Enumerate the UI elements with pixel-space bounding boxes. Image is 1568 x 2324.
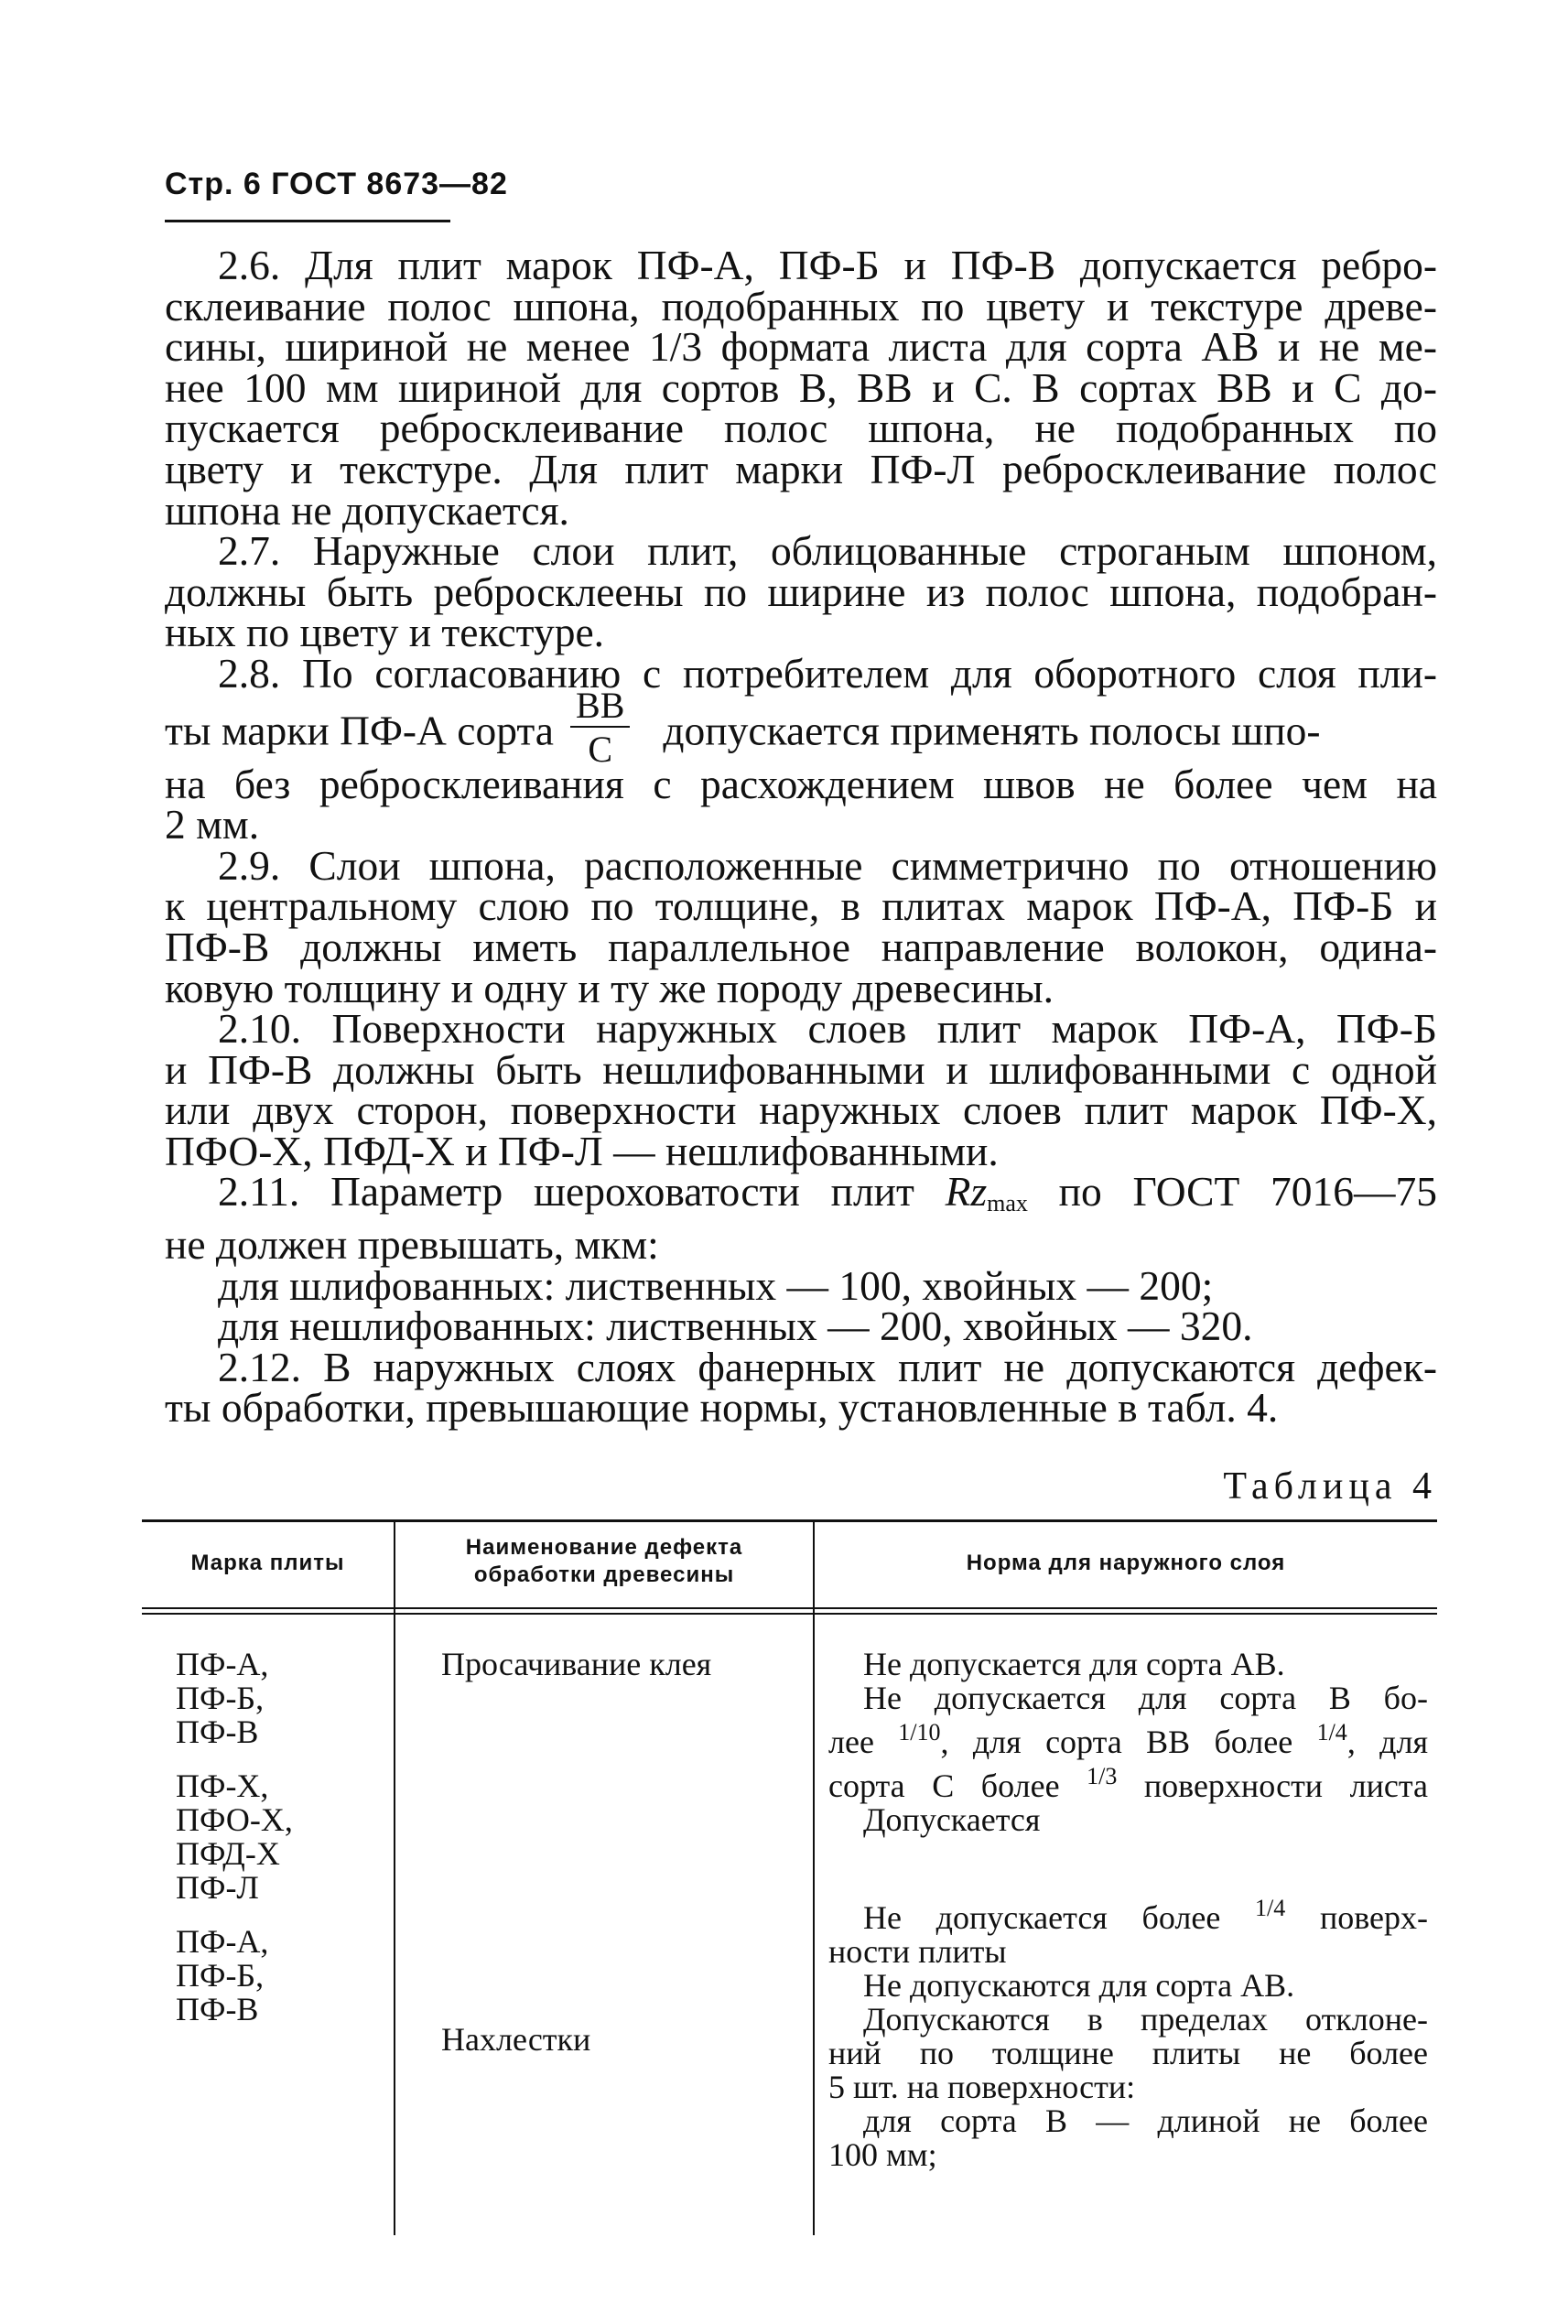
text-line: 2.6. Для плит марок ПФ-А, ПФ-Б и ПФ-В допускается ребро- (218, 242, 1437, 288)
text-line: не должен превышать, мкм: (165, 1221, 659, 1269)
text-line-with-fraction: ты марки ПФ-А сорта $\frac{ВВ}{С}$ допускается применять полосы шпо- (165, 684, 1321, 770)
text-line: 2.7. Наружные слои плит, облицованные строганым шпоном, (218, 527, 1437, 575)
text-line: ных по цвету и текстуре. (165, 609, 605, 656)
text-line: 2.12. В наружных слоях фанерных плит не допускаются дефек- (218, 1343, 1437, 1390)
table-cell-defect-glue: Просачивание клея (441, 1646, 712, 1682)
text-line: или двух сторон, поверхности наружных слоев плит марок ПФ-Х, (165, 1086, 1437, 1134)
rz-symbol: Rz (945, 1168, 988, 1216)
brand-item: ПФ-Л (176, 1869, 259, 1906)
paragraph-2-11: 2.11. Параметр шероховатости плит $Rz_{max}$ по ГОСТ 7016—75 не должен превышать, мкм: для шлифованных: лиственных — 100, хвойных — 200; для нешлифованных: лиственных — 200, хвойных — 320. (165, 1168, 1438, 1350)
paragraph-2-12 (165, 1343, 1437, 1432)
table-cell-defect-overlaps: Нахлестки (441, 2021, 591, 2058)
page-header: Стр. 6 ГОСТ 8673—82 (165, 167, 508, 201)
text-line: ПФ-В должны иметь параллельное направление волокон, одина- (165, 923, 1437, 970)
text-line: для шлифованных: лиственных — 100, хвойных — 200; (218, 1261, 1214, 1309)
table-top-rule (142, 1519, 1437, 1522)
fraction-inline: 1/3 (648, 323, 703, 371)
header-rule (165, 220, 450, 222)
brand-item: ПФ-А, (176, 1923, 269, 1960)
text-line: для нешлифованных: лиственных — 200, хвойных — 320. (218, 1303, 1253, 1350)
text-line: нее 100 мм шириной для сортов В, ВВ и С. В сортах ВВ и С до- (165, 363, 1437, 411)
table-header-norm: Норма для наружного слоя (966, 1551, 1286, 1575)
text-line: 2.8. По согласованию с потребителем для оборотного слоя пли- (218, 649, 1437, 697)
brand-item: ПФО-Х, (176, 1801, 293, 1838)
brand-item: ПФ-Б, (176, 1957, 265, 1994)
paragraph-2-9 (165, 841, 1437, 1011)
table-caption: Таблица 4 (1223, 1465, 1437, 1508)
text-line: ты обработки, превышающие нормы, установленные в табл. 4. (165, 1384, 1279, 1432)
table-header-rule-2 (142, 1613, 1437, 1615)
table-header-defect: Наименование дефекта обработки древесины (465, 1535, 743, 1587)
table-column-divider (813, 1521, 815, 2235)
text-line: и ПФ-В должны быть нешлифованными и шлифованными с одной (165, 1045, 1437, 1093)
paragraph-2-8 (165, 649, 1437, 849)
text-line: на без ребросклеивания с расхождением швов не более чем на (165, 760, 1437, 807)
text-line: 2 мм. (165, 801, 260, 849)
table-cell-norms: Не допускается для сорта АВ. Не допускается для сорта В бо- лее $^{1/10}$, для сорта ВВ более $^{1/4}$, для сорта С более $^{1/3}$ поверхности листа Допускается Не допускается более $^{1/4}$ поверх- ности плиты Не допускаются для сорта АВ. Допускаются в пределах отклоне- ний по толщине плиты не более 5 шт. на поверхности: для сорта В — длиной не более 100 мм; (828, 1646, 1429, 2173)
table-header-brand: Марка плиты (190, 1551, 345, 1575)
brand-item: ПФД-Х (176, 1835, 280, 1872)
brand-item: ПФ-Х, (176, 1767, 269, 1804)
fraction-bb-c: $\frac{ВВ}{С}$ (570, 687, 630, 768)
text-line: шпона не допускается. (165, 486, 569, 534)
table-cell-brands (176, 1648, 377, 2027)
text-line: должны быть ребросклеены по ширине из полос шпона, подобран- (165, 567, 1437, 615)
text-line: ПФО-Х, ПФД-Х и ПФ-Л — нешлифованными. (165, 1127, 999, 1174)
brand-item: ПФ-А, (176, 1646, 269, 1682)
text-line: к центральному слою по толщине, в плитах марок ПФ-А, ПФ-Б и (165, 882, 1437, 930)
brand-item: ПФ-В (176, 1991, 259, 2027)
text-line: 2.9. Слои шпона, расположенные симметрично по отношению (218, 841, 1437, 889)
body-text (165, 242, 1438, 1432)
text-line: 2.10. Поверхности наружных слоев плит марок ПФ-А, ПФ-Б (218, 1005, 1437, 1053)
paragraph-2-10 (165, 1005, 1437, 1174)
paragraph-2-7 (165, 527, 1437, 656)
text-line: пускается ребросклеивание полос шпона, не подобранных по (165, 405, 1437, 452)
text-line: склеивание полос шпона, подобранных по цвету и текстуре древе- (165, 282, 1437, 330)
text-line: сины, шириной не менее 1/3 формата листа для сорта АВ и не ме- (165, 323, 1437, 371)
paragraph-2-6 (165, 242, 1437, 534)
brand-item: ПФ-Б, (176, 1680, 265, 1716)
text-line: цвету и текстуре. Для плит марки ПФ-Л ребросклеивание полос (165, 445, 1437, 492)
brand-item: ПФ-В (176, 1713, 259, 1750)
text-line: ковую толщину и одну и ту же породу древесины. (165, 964, 1054, 1011)
table-column-divider (394, 1521, 395, 2235)
table-header-rule (142, 1607, 1437, 1609)
rz-subscript: max (987, 1190, 1028, 1217)
